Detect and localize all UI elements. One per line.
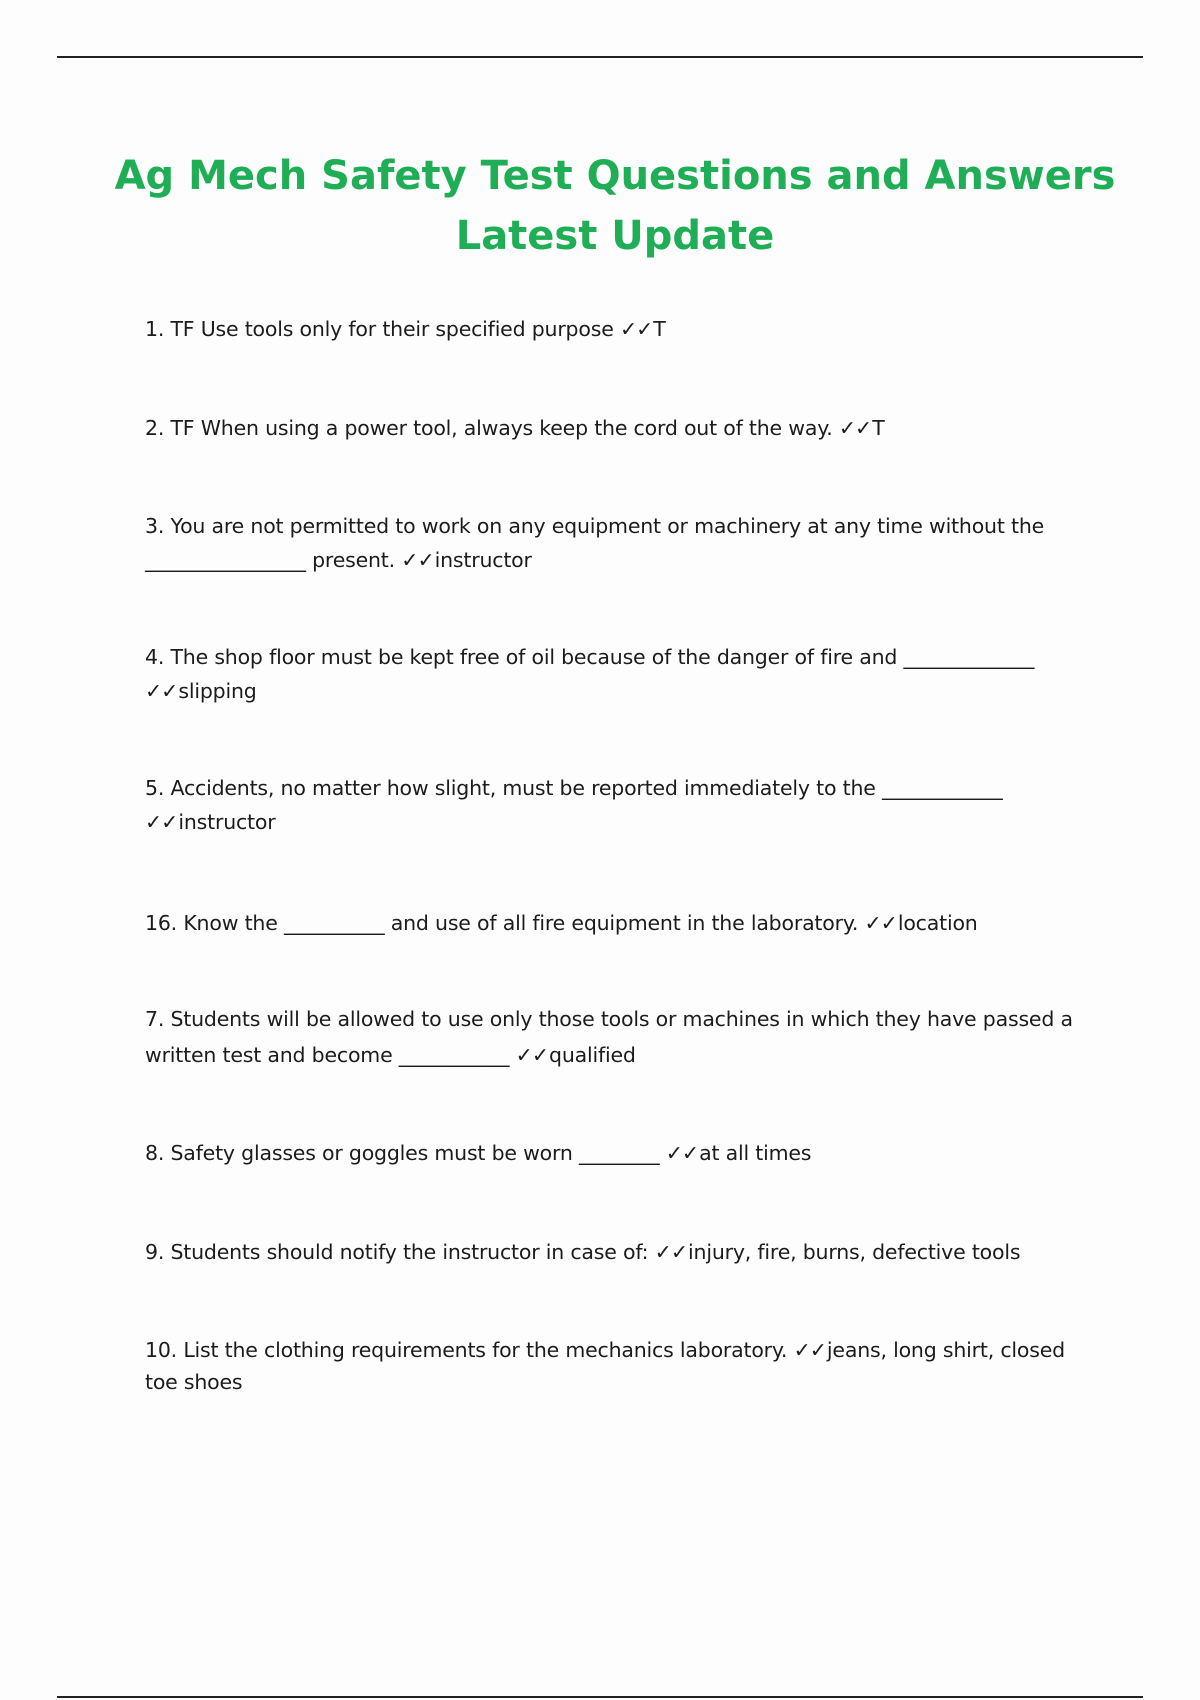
qa-item-5: [145, 771, 1095, 839]
question-text: 3. You are not permitted to work on any equipment or machinery at any time without the ________________ present.: [145, 514, 1045, 572]
document-title: [100, 146, 1130, 266]
question-text: 4. The shop floor must be kept free of oil because of the danger of fire and _____________: [145, 645, 1035, 669]
qa-item-4: [145, 640, 1095, 708]
check-icon: ✓✓: [864, 911, 897, 935]
answer-text: instructor: [434, 548, 532, 572]
check-icon: ✓✓: [838, 416, 872, 440]
qa-item-10: [145, 1334, 1095, 1398]
check-icon: ✓✓: [515, 1043, 549, 1067]
check-icon: ✓✓: [665, 1141, 699, 1165]
answer-text: location: [897, 911, 978, 935]
answer-text: slipping: [178, 679, 257, 703]
qa-item-9: [145, 1235, 1095, 1269]
question-text: 5. Accidents, no matter how slight, must be reported immediately to the ____________: [145, 776, 1003, 800]
title-line-1: Ag Mech Safety Test Questions and Answers: [114, 153, 1116, 199]
check-icon: ✓✓: [401, 548, 434, 572]
question-text: 9. Students should notify the instructor in case of:: [145, 1240, 655, 1264]
answer-text: qualified: [549, 1043, 636, 1067]
question-text: 8. Safety glasses or goggles must be worn ________: [145, 1141, 666, 1165]
qa-item-1: [145, 312, 1095, 346]
answer-text: at all times: [699, 1141, 812, 1165]
title-line-2: Latest Update: [455, 213, 775, 259]
qa-item-6: [145, 906, 1095, 940]
qa-item-8: [145, 1136, 1095, 1170]
check-icon: ✓✓: [145, 810, 178, 834]
check-icon: ✓✓: [145, 679, 178, 703]
question-text: 7. Students will be allowed to use only those tools or machines in which they have passed a written test and become ___________: [145, 1007, 1073, 1067]
question-text: 10. List the clothing requirements for the mechanics laboratory.: [145, 1338, 794, 1362]
qa-item-7: [145, 1001, 1095, 1073]
header-rule: [57, 56, 1143, 58]
qa-item-2: [145, 411, 1095, 445]
check-icon: ✓✓: [619, 317, 653, 341]
answer-text: jeans, long shirt, closed toe shoes: [145, 1338, 1065, 1394]
question-text: 16. Know the __________ and use of all fire equipment in the laboratory.: [145, 911, 865, 935]
qa-item-3: [145, 509, 1095, 577]
check-icon: ✓✓: [793, 1338, 826, 1362]
answer-text: T: [872, 416, 885, 440]
footer-rule: [57, 1696, 1143, 1698]
answer-text: injury, fire, burns, defective tools: [688, 1240, 1021, 1264]
question-text: 2. TF When using a power tool, always keep the cord out of the way.: [145, 416, 839, 440]
answer-text: T: [653, 317, 666, 341]
answer-text: instructor: [178, 810, 276, 834]
question-text: 1. TF Use tools only for their specified purpose: [145, 317, 620, 341]
check-icon: ✓✓: [654, 1240, 688, 1264]
